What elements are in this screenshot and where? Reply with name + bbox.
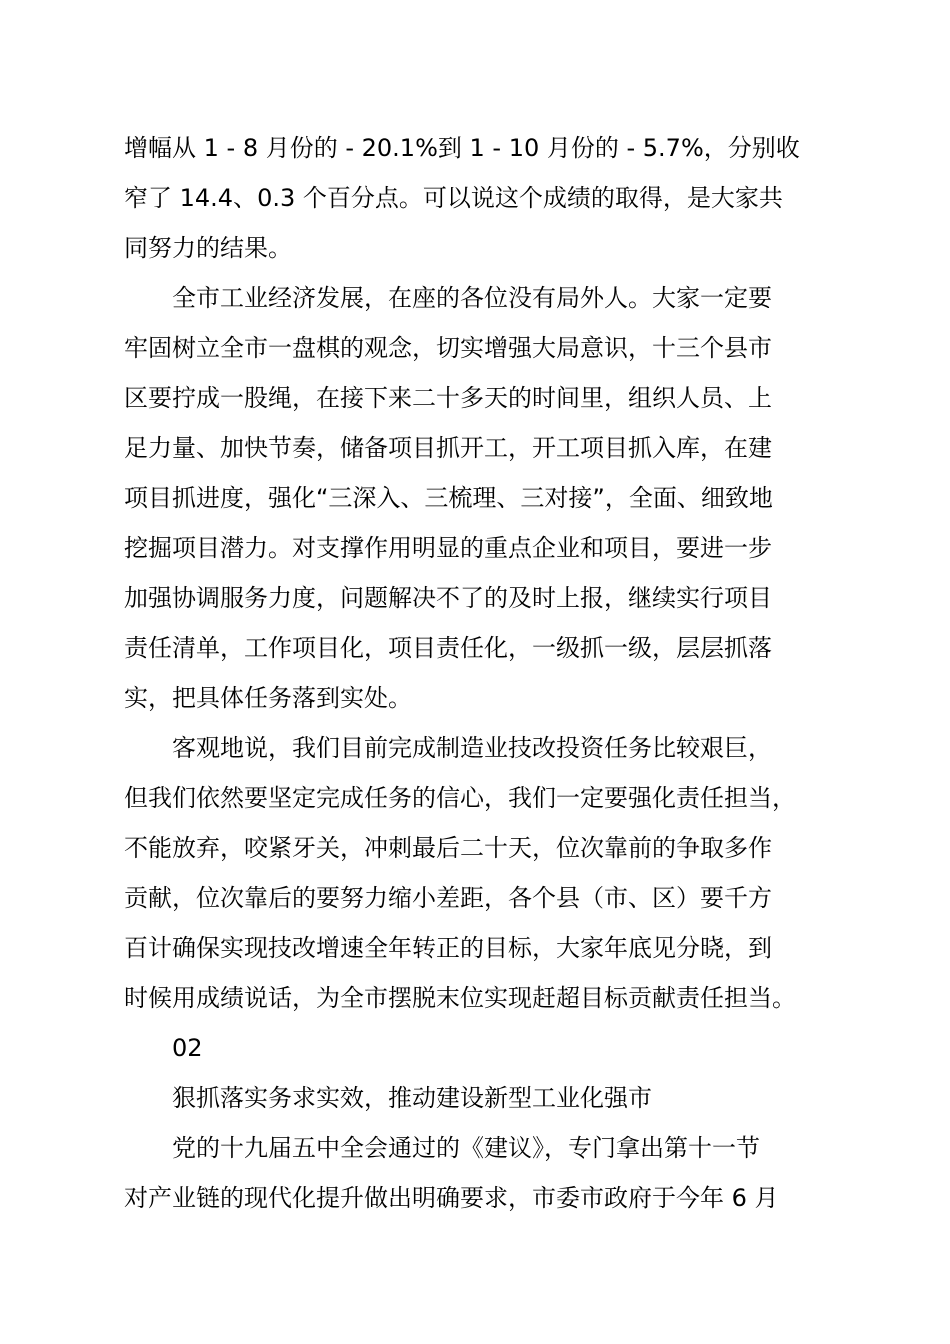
- section-heading: 狠抓落实务求实效，推动建设新型工业化强市: [172, 1084, 652, 1112]
- text-line: 增幅从 1 - 8 月份的 - 20.1%到 1 - 10 月份的 - 5.7%，分别收: [124, 134, 800, 162]
- text-line: 时候用成绩说话，为全市摆脱末位实现赶超目标贡献责任担当。: [124, 984, 796, 1012]
- text-line: 足力量、加快节奏，储备项目抓开工，开工项目抓入库，在建: [124, 434, 772, 462]
- text-line: 项目抓进度，强化“三深入、三梳理、三对接”，全面、细致地: [124, 484, 773, 512]
- text-line: 窄了 14.4、0.3 个百分点。可以说这个成绩的取得，是大家共: [124, 184, 783, 212]
- text-line: 同努力的结果。: [124, 234, 292, 262]
- text-line: 但我们依然要坚定完成任务的信心，我们一定要强化责任担当，: [124, 784, 796, 812]
- text-line: 责任清单，工作项目化，项目责任化，一级抓一级，层层抓落: [124, 634, 772, 662]
- text-line: 不能放弃，咬紧牙关，冲刺最后二十天，位次靠前的争取多作: [124, 834, 772, 862]
- text-line: 区要拧成一股绳，在接下来二十多天的时间里，组织人员、上: [124, 384, 772, 412]
- text-line: 实，把具体任务落到实处。: [124, 684, 412, 712]
- text-line: 加强协调服务力度，问题解决不了的及时上报，继续实行项目: [124, 584, 772, 612]
- text-line: 对产业链的现代化提升做出明确要求，市委市政府于今年 6 月: [124, 1184, 779, 1212]
- paragraph-first-line: 党的十九届五中全会通过的《建议》，专门拿出第十一节: [172, 1134, 760, 1162]
- text-line: 挖掘项目潜力。对支撑作用明显的重点企业和项目，要进一步: [124, 534, 772, 562]
- text-line: 牢固树立全市一盘棋的观念，切实增强大局意识，十三个县市: [124, 334, 772, 362]
- paragraph-first-line: 全市工业经济发展，在座的各位没有局外人。大家一定要: [172, 284, 772, 312]
- section-number: 02: [172, 1034, 203, 1062]
- paragraph-first-line: 客观地说，我们目前完成制造业技改投资任务比较艰巨，: [172, 734, 772, 762]
- text-line: 百计确保实现技改增速全年转正的目标，大家年底见分晓，到: [124, 934, 772, 962]
- text-line: 贡献，位次靠后的要努力缩小差距，各个县（市、区）要千方: [124, 884, 772, 912]
